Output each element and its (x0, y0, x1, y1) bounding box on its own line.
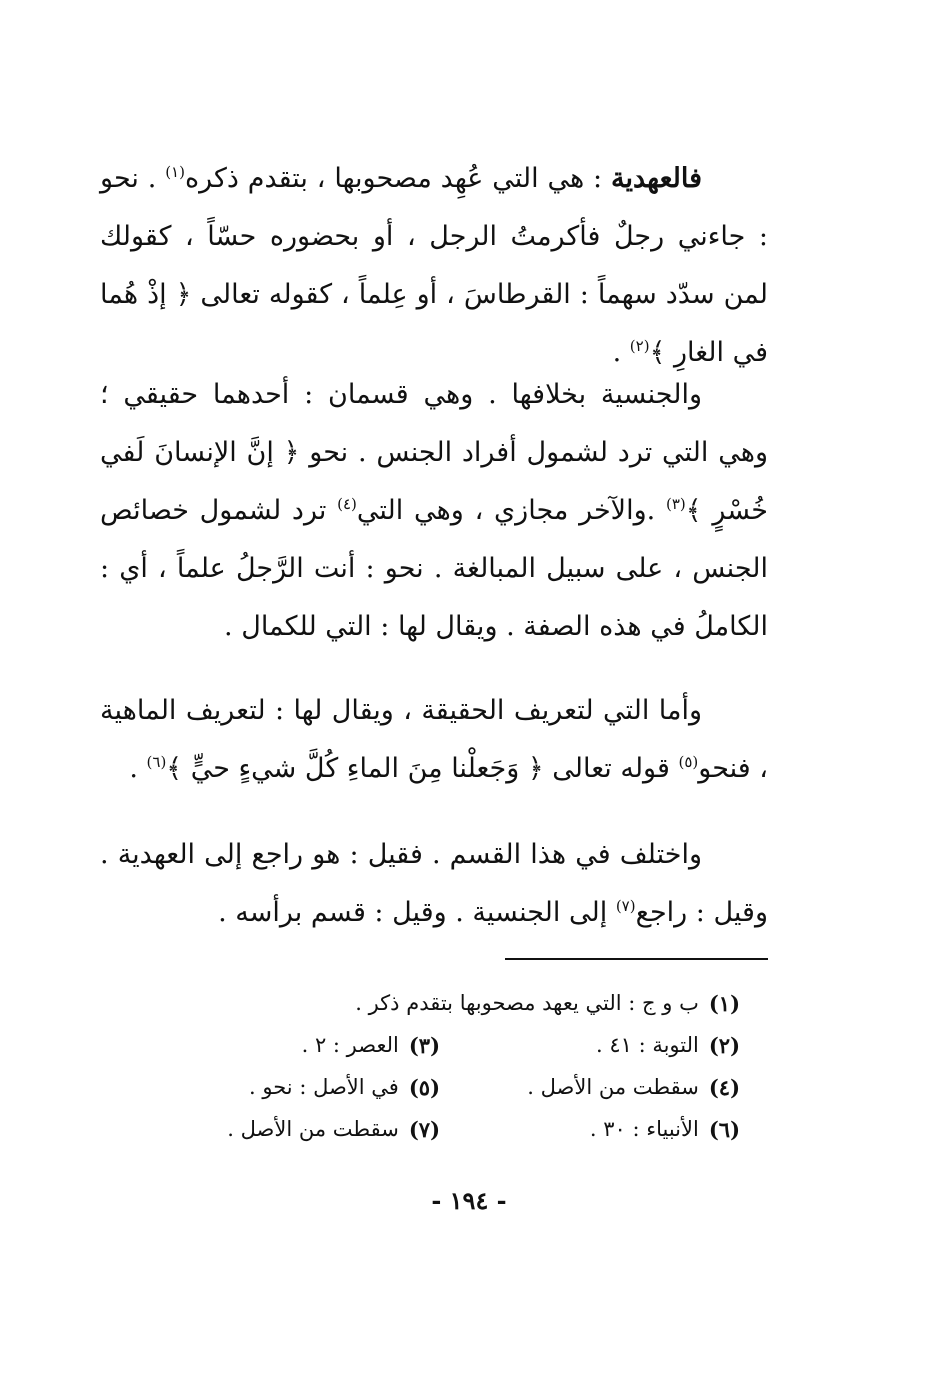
footnote-text: سقطت من الأصل . (527, 1075, 699, 1099)
footnote-number: (٥) (408, 1074, 440, 1100)
footnote-text: سقطت من الأصل . (227, 1117, 399, 1141)
paragraph-text: واختلف في هذا القسم . فقيل : هو راجع إلى العهدية . وقيل : راجع (100, 839, 768, 928)
footnote-text: التوبة : ٤١ . (595, 1033, 699, 1057)
footnote-4 (440, 1075, 740, 1100)
footnote-ref: (٦) (146, 753, 167, 771)
paragraph-text: ترد لشمول خصائص الجنس ، على سبيل المبالغة . نحو : أنت الرَّجلُ علماً ، أي : الكاملُ في هذه الصفة . ويقال لها : التي للكمال . (100, 495, 768, 642)
footnote-number: (٣) (408, 1032, 440, 1058)
footnote-number: (٤) (708, 1074, 740, 1100)
paragraph-text: قوله تعالى ﴿ وَجَعلْنا مِنَ الماءِ كُلَّ شيءٍ حيٍّ ﴾ (166, 753, 679, 784)
paragraph-lead-word: فالعهدية (611, 163, 702, 194)
footnote-2 (440, 1033, 740, 1058)
footnote-number: (٧) (408, 1116, 440, 1142)
footnote-3 (302, 1033, 440, 1058)
footnote-text: ب و ج : التي يعهد مصحوبها بتقدم ذكر . (355, 991, 699, 1015)
footnote-5 (249, 1075, 440, 1100)
paragraph-jinsiyya (100, 366, 768, 656)
footnote-number: (٢) (708, 1032, 740, 1058)
paragraph-haqiqa (100, 682, 768, 798)
paragraph-text: وأما التي لتعريف الحقيقة ، ويقال لها : لتعريف الماهية ، فنحو (100, 695, 768, 784)
footnote-ref: (٥) (678, 753, 699, 771)
footnote-row (150, 982, 740, 1024)
footnote-7 (227, 1117, 440, 1142)
footnote-number: (١) (708, 990, 740, 1016)
footnote-ref: (٧) (615, 897, 636, 915)
footnote-ref: (١) (165, 163, 185, 181)
paragraph-text: .والآخر مجازي ، وهي التي (356, 495, 666, 526)
footnote-row (150, 1024, 740, 1066)
footnote-6 (440, 1117, 740, 1142)
footnote-ref: (٢) (629, 337, 650, 355)
paragraph-text: . نحو : جاءني رجلٌ فأكرمتُ الرجل ، أو بحضوره حسّاً ، كقولك لمن سدّد سهماً : القرطاسَ ، أو عِلماً ، كقوله تعالى ﴿ إذْ هُما في الغارِ ﴾ (100, 163, 768, 368)
footnote-1 (355, 991, 740, 1016)
paragraph-text: . (612, 337, 630, 368)
paragraph-ikhtilaf (100, 826, 768, 942)
footnote-text: العصر : ٢ . (301, 1033, 399, 1057)
footnote-divider (505, 958, 768, 960)
footnote-row (150, 1066, 740, 1108)
paragraph-text: إلى الجنسية . وقيل : قسم برأسه . (218, 897, 616, 928)
paragraph-text: والجنسية بخلافها . وهي قسمان : أحدهما حقيقي ؛ وهي التي ترد لشمول أفراد الجنس . نحو ﴿ إنَّ الإنسانَ لَفي خُسْرٍ ﴾ (100, 379, 769, 526)
footnote-number: (٦) (708, 1116, 740, 1142)
paragraph-definite-article-ahdiyya (100, 150, 768, 382)
footnotes (150, 982, 740, 1150)
page-number: - ١٩٤ - (431, 1186, 507, 1215)
footnote-text: الأنبياء : ٣٠ . (589, 1117, 699, 1141)
paragraph-text: . (129, 753, 147, 784)
paragraph-text: : هي التي عُهِد مصحوبها ، بتقدم ذكره (184, 163, 611, 194)
footnote-ref: (٣) (665, 495, 686, 513)
footnote-ref: (٤) (337, 495, 357, 513)
footnote-text: في الأصل : نحو . (249, 1075, 399, 1099)
footnote-row (150, 1108, 740, 1150)
